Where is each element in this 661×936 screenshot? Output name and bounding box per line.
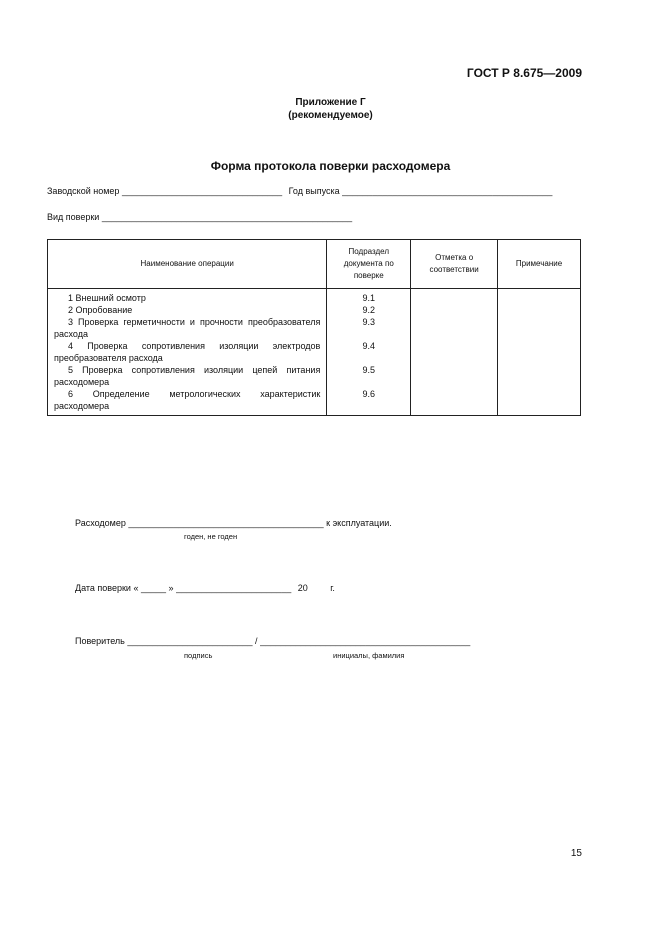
operation-name: 4 Проверка сопротивления изоляции электродов преобразователя расхода	[48, 340, 327, 364]
table-row	[48, 289, 581, 305]
table-header-row	[48, 240, 581, 289]
operation-name: 5 Проверка сопротивления изоляции цепей питания расходомера	[48, 364, 327, 388]
result-label: Расходомер	[75, 518, 126, 528]
conformity-cell[interactable]	[411, 316, 498, 340]
date-year-suffix: г.	[330, 583, 335, 593]
date-quote-close: »	[168, 583, 174, 593]
table-row	[48, 304, 581, 316]
operation-section: 9.5	[327, 364, 411, 388]
operations-table	[47, 239, 581, 416]
result-line	[75, 518, 392, 528]
verification-type-label: Вид поверки	[47, 212, 100, 222]
operation-section: 9.2	[327, 304, 411, 316]
result-suffix: к эксплуатации.	[326, 518, 392, 528]
serial-number-line	[47, 186, 552, 196]
date-day-field[interactable]: _____	[141, 583, 167, 593]
remark-cell[interactable]	[498, 388, 581, 416]
verification-type-field[interactable]: __________________________________________________	[101, 212, 353, 222]
year-label: Год выпуска	[288, 186, 340, 196]
conformity-cell[interactable]	[411, 364, 498, 388]
operation-name: 1 Внешний осмотр	[48, 289, 327, 305]
remark-cell[interactable]	[498, 364, 581, 388]
conformity-cell[interactable]	[411, 340, 498, 364]
verifier-label: Поверитель	[75, 636, 125, 646]
table-row	[48, 364, 581, 388]
result-field[interactable]: _______________________________________	[128, 518, 324, 528]
date-line	[75, 583, 335, 593]
remark-cell[interactable]	[498, 304, 581, 316]
verifier-slash: /	[255, 636, 258, 646]
form-title: Форма протокола поверки расходомера	[210, 159, 451, 173]
verification-type-line	[47, 212, 352, 222]
serial-number-field[interactable]: ________________________________	[121, 186, 283, 196]
table-row	[48, 316, 581, 340]
serial-number-label: Заводской номер	[47, 186, 120, 196]
verifier-name-field[interactable]: __________________________________________	[260, 636, 471, 646]
operation-name: 3 Проверка герметичности и прочности преобразователя расхода	[48, 316, 327, 340]
header-remark: Примечание	[498, 240, 581, 289]
remark-cell[interactable]	[498, 289, 581, 305]
operation-section: 9.1	[327, 289, 411, 305]
conformity-cell[interactable]	[411, 289, 498, 305]
operation-name: 6 Определение метрологических характеристик расходомера	[48, 388, 327, 416]
table-row	[48, 340, 581, 364]
result-hint: годен, не годен	[184, 532, 238, 541]
conformity-cell[interactable]	[411, 304, 498, 316]
page-number: 15	[570, 848, 582, 859]
remark-cell[interactable]	[498, 316, 581, 340]
operation-section: 9.4	[327, 340, 411, 364]
conformity-cell[interactable]	[411, 388, 498, 416]
signature-hint: подпись	[184, 651, 213, 660]
name-hint: инициалы, фамилия	[333, 651, 405, 660]
verifier-line	[75, 636, 470, 646]
operation-section: 9.3	[327, 316, 411, 340]
header-section: Подраздел документа по поверке	[327, 240, 411, 289]
table-row	[48, 388, 581, 416]
remark-cell[interactable]	[498, 340, 581, 364]
operation-name: 2 Опробование	[48, 304, 327, 316]
standard-number: ГОСТ Р 8.675—2009	[466, 66, 582, 80]
header-conformity: Отметка о соответствии	[411, 240, 498, 289]
appendix-title: Приложение Г	[295, 97, 366, 108]
header-operation: Наименование операции	[48, 240, 327, 289]
date-year-prefix: 20	[297, 583, 308, 593]
verifier-signature-field[interactable]: _________________________	[127, 636, 253, 646]
year-field[interactable]: __________________________________________	[342, 186, 553, 196]
date-label: Дата поверки «	[75, 583, 139, 593]
appendix-note: (рекомендуемое)	[288, 110, 373, 121]
date-month-field[interactable]: _______________________	[176, 583, 292, 593]
operation-section: 9.6	[327, 388, 411, 416]
